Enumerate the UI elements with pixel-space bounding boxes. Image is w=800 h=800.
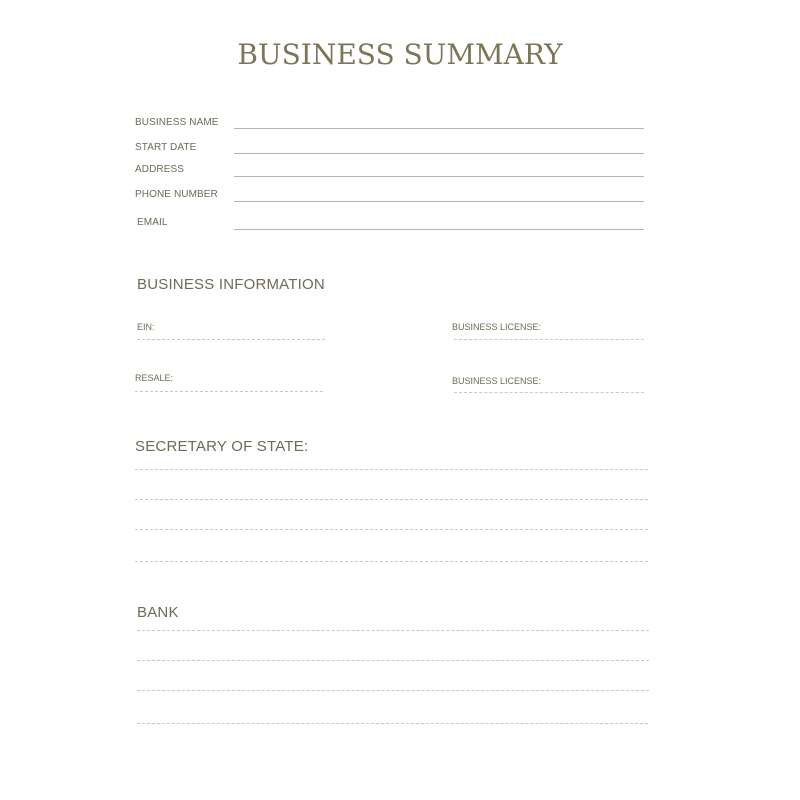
address-field[interactable] xyxy=(234,176,644,177)
ein-field[interactable] xyxy=(137,339,325,340)
business-license-field-2[interactable] xyxy=(454,392,644,393)
secretary-of-state-line-3[interactable] xyxy=(135,529,648,530)
start-date-field[interactable] xyxy=(234,153,644,154)
bank-heading: BANK xyxy=(137,604,179,621)
address-label: ADDRESS xyxy=(135,164,185,175)
bank-line-3[interactable] xyxy=(137,690,649,691)
secretary-of-state-line-2[interactable] xyxy=(135,499,648,500)
bank-line-2[interactable] xyxy=(137,660,649,661)
business-license-field-1[interactable] xyxy=(454,339,644,340)
business-license-label-2: BUSINESS LICENSE: xyxy=(452,376,542,386)
ein-label: EIN: xyxy=(137,322,155,332)
business-name-field[interactable] xyxy=(234,128,644,129)
bank-line-4[interactable] xyxy=(137,723,648,724)
phone-number-field[interactable] xyxy=(234,201,644,202)
business-information-heading: BUSINESS INFORMATION xyxy=(137,276,325,293)
resale-field[interactable] xyxy=(135,391,323,392)
resale-label: RESALE: xyxy=(135,373,174,383)
business-name-label: BUSINESS NAME xyxy=(135,117,219,128)
page-title: BUSINESS SUMMARY xyxy=(237,38,563,71)
email-field[interactable] xyxy=(234,229,644,230)
phone-number-label: PHONE NUMBER xyxy=(135,189,218,200)
secretary-of-state-line-1[interactable] xyxy=(135,469,648,470)
start-date-label: START DATE xyxy=(135,142,197,153)
secretary-of-state-heading: SECRETARY OF STATE: xyxy=(135,438,309,455)
bank-line-1[interactable] xyxy=(137,630,649,631)
business-license-label-1: BUSINESS LICENSE: xyxy=(452,322,542,332)
secretary-of-state-line-4[interactable] xyxy=(135,561,648,562)
email-label: EMAIL xyxy=(137,217,168,228)
